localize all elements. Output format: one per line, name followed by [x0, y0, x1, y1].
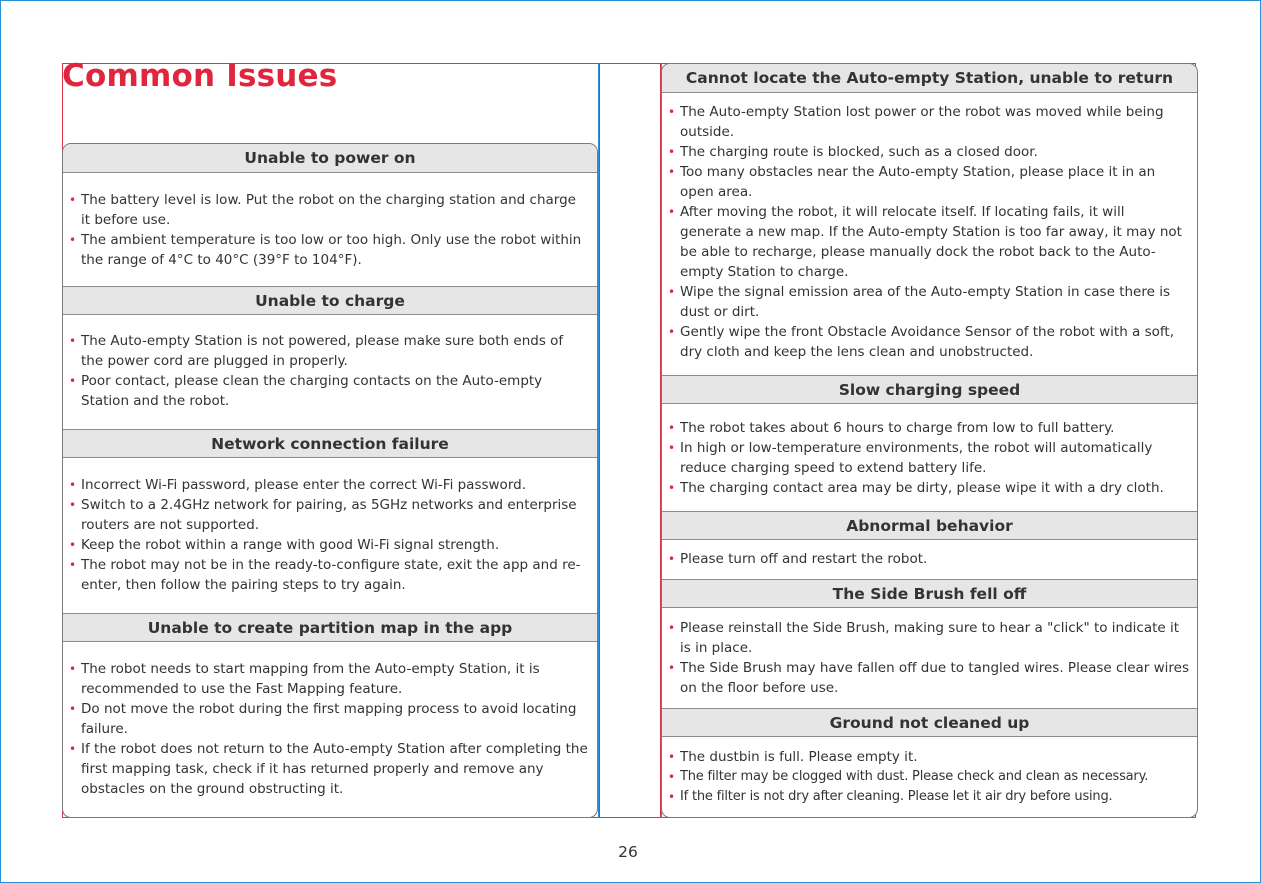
issue-text: Incorrect Wi-Fi password, please enter the correct Wi-Fi password. — [81, 477, 526, 493]
section-body-unable-to-power-on — [63, 190, 597, 270]
section-header-cannot-locate-station: Cannot locate the Auto-empty Station, unable to return — [662, 64, 1197, 93]
section-header-ground-not-cleaned-up: Ground not cleaned up — [662, 708, 1197, 737]
section-body-abnormal-behavior — [662, 549, 1197, 569]
bullet-icon: • — [668, 552, 676, 566]
issue-list — [63, 659, 597, 799]
bullet-icon: • — [69, 538, 77, 552]
issue-list — [63, 190, 597, 270]
issue-text: The robot takes about 6 hours to charge from low to full battery. — [680, 420, 1115, 436]
bullet-icon: • — [668, 421, 676, 435]
issue-list — [63, 475, 597, 595]
bullet-icon: • — [668, 481, 676, 495]
issue-text: Do not move the robot during the first mapping process to avoid locating failure. — [81, 701, 577, 737]
issue-item — [63, 535, 589, 555]
issue-item — [63, 739, 589, 799]
issue-item — [662, 767, 1189, 787]
layout-guide-line — [599, 63, 600, 818]
issue-list — [63, 331, 597, 411]
bullet-icon: • — [69, 374, 77, 388]
issue-text: The Side Brush may have fallen off due to tangled wires. Please clear wires on the floor before use. — [680, 660, 1190, 696]
bullet-icon: • — [69, 193, 77, 207]
issue-text: Gently wipe the front Obstacle Avoidance Sensor of the robot with a soft, dry cloth and keep the lens clean and unobstructed. — [680, 324, 1175, 360]
issue-text: If the filter is not dry after cleaning. Please let it air dry before using. — [680, 789, 1113, 804]
issue-list — [662, 549, 1197, 569]
issue-item — [662, 142, 1189, 162]
section-header-abnormal-behavior: Abnormal behavior — [662, 511, 1197, 540]
issue-item — [662, 618, 1189, 658]
section-header-slow-charging-speed: Slow charging speed — [662, 375, 1197, 404]
bullet-icon: • — [69, 478, 77, 492]
issue-text: Too many obstacles near the Auto-empty Station, please place it in an open area. — [680, 164, 1156, 200]
bullet-icon: • — [668, 285, 676, 299]
issue-item — [662, 418, 1189, 438]
bullet-icon: • — [69, 662, 77, 676]
issue-text: In high or low-temperature environments, the robot will automatically reduce charging speed to extend battery life. — [680, 440, 1153, 476]
section-header-unable-to-charge: Unable to charge — [63, 286, 597, 315]
bullet-icon: • — [668, 325, 676, 339]
issue-text: The battery level is low. Put the robot on the charging station and charge it before use. — [81, 192, 576, 228]
bullet-icon: • — [668, 441, 676, 455]
bullet-icon: • — [69, 334, 77, 348]
bullet-icon: • — [668, 750, 676, 764]
section-body-unable-to-charge — [63, 331, 597, 411]
issue-text: The Auto-empty Station lost power or the robot was moved while being outside. — [680, 104, 1164, 140]
issue-list — [662, 747, 1197, 807]
issue-item — [63, 230, 589, 270]
bullet-icon: • — [668, 770, 675, 784]
section-body-slow-charging-speed — [662, 418, 1197, 498]
issue-item — [63, 495, 589, 535]
issue-text: The Auto-empty Station is not powered, please make sure both ends of the power cord are plugged in properly. — [81, 333, 564, 369]
bullet-icon: • — [668, 145, 676, 159]
issue-item — [662, 438, 1189, 478]
section-body-network-connection-failure — [63, 475, 597, 595]
bullet-icon: • — [69, 498, 77, 512]
issue-text: The charging route is blocked, such as a closed door. — [680, 144, 1038, 160]
bullet-icon: • — [668, 661, 676, 675]
issue-text: The ambient temperature is too low or too high. Only use the robot within the range of 4°C to 40°C (39°F to 104°F). — [81, 232, 582, 268]
issue-text: Switch to a 2.4GHz network for pairing, as 5GHz networks and enterprise routers are not supported. — [81, 497, 577, 533]
issue-text: The filter may be clogged with dust. Please check and clean as necessary. — [680, 769, 1149, 784]
issue-item — [662, 102, 1189, 142]
bullet-icon: • — [69, 233, 77, 247]
issue-item — [662, 549, 1189, 569]
issue-item — [63, 371, 589, 411]
section-body-ground-not-cleaned-up — [662, 747, 1197, 807]
bullet-icon: • — [668, 205, 676, 219]
issue-item — [662, 747, 1189, 767]
bullet-icon: • — [69, 558, 77, 572]
issue-item — [63, 475, 589, 495]
issue-item — [662, 202, 1189, 282]
issue-text: If the robot does not return to the Auto-empty Station after completing the first mapping task, check if it has returned properly and remove any obstacles on the ground obstructing it. — [81, 741, 588, 797]
issue-text: Poor contact, please clean the charging contacts on the Auto-empty Station and the robot. — [81, 373, 543, 409]
bullet-icon: • — [668, 165, 676, 179]
issue-text: Please reinstall the Side Brush, making sure to hear a "click" to indicate it is in place. — [680, 620, 1180, 656]
issue-item — [662, 162, 1189, 202]
issue-item — [662, 478, 1189, 498]
section-body-side-brush-fell-off — [662, 618, 1197, 698]
bullet-icon: • — [668, 105, 676, 119]
bullet-icon: • — [668, 621, 676, 635]
section-body-cannot-locate-station — [662, 102, 1197, 362]
issue-text: The charging contact area may be dirty, please wipe it with a dry cloth. — [680, 480, 1164, 496]
right-issues-panel — [661, 63, 1198, 818]
issue-item — [63, 331, 589, 371]
issue-text: The robot needs to start mapping from the Auto-empty Station, it is recommended to use the Fast Mapping feature. — [81, 661, 540, 697]
issue-item — [63, 699, 589, 739]
issue-text: Please turn off and restart the robot. — [680, 551, 928, 567]
issue-item — [662, 322, 1189, 362]
issue-text: Wipe the signal emission area of the Auto-empty Station in case there is dust or dirt. — [680, 284, 1170, 320]
issue-item — [662, 658, 1189, 698]
issue-text: Keep the robot within a range with good Wi-Fi signal strength. — [81, 537, 500, 553]
bullet-icon: • — [69, 742, 77, 756]
issue-text: The dustbin is full. Please empty it. — [680, 749, 918, 765]
bullet-icon: • — [668, 790, 675, 804]
issue-item — [662, 282, 1189, 322]
bullet-icon: • — [69, 702, 77, 716]
section-header-unable-to-power-on: Unable to power on — [63, 144, 597, 173]
issue-item — [63, 659, 589, 699]
section-header-unable-to-create-partition-map: Unable to create partition map in the app — [63, 613, 597, 642]
issue-item — [63, 190, 589, 230]
section-body-unable-to-create-partition-map — [63, 659, 597, 799]
section-header-network-connection-failure: Network connection failure — [63, 429, 597, 458]
issue-list — [662, 102, 1197, 362]
issue-item — [662, 787, 1189, 807]
issue-text: After moving the robot, it will relocate itself. If locating fails, it will generate a new map. If the Auto-empty Station is too far away, it may not be able to recharge, please manually dock the robot back to the Auto-empty Station to charge. — [680, 204, 1182, 280]
issue-list — [662, 418, 1197, 498]
page-number: 26 — [618, 843, 638, 861]
left-issues-panel — [62, 143, 598, 818]
page-title: Common Issues — [62, 58, 338, 94]
issue-text: The robot may not be in the ready-to-configure state, exit the app and re-enter, then follow the pairing steps to try again. — [81, 557, 581, 593]
section-header-side-brush-fell-off: The Side Brush fell off — [662, 579, 1197, 608]
issue-item — [63, 555, 589, 595]
issue-list — [662, 618, 1197, 698]
